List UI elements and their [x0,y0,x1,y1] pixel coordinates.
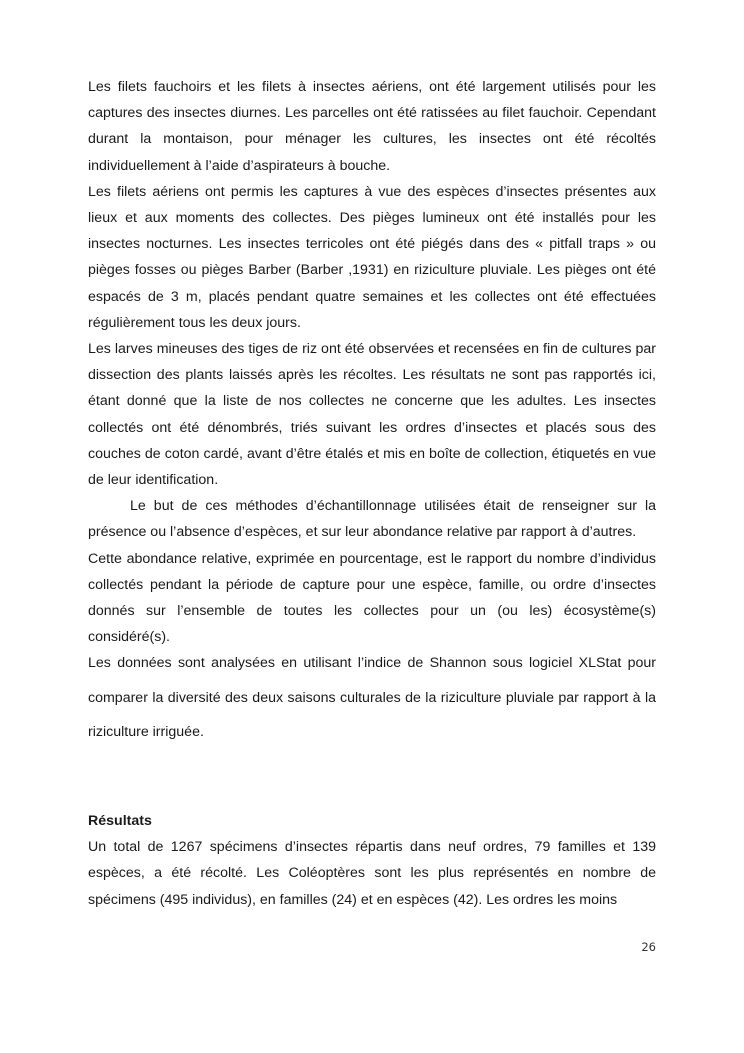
paragraph-traps: Les filets aériens ont permis les captures à vue des espèces d’insectes présentes aux lieux et aux moments des collectes. Des pièges lumineux ont été installés pour les insectes nocturnes. Les insectes terricoles ont été piégés dans des « pitfall traps » ou pièges fosses ou pièges Barber (Barber ,1931) en riziculture pluviale. Les pièges ont été espacés de 3 m, placés pendant quatre semaines et les collectes ont été effectuées régulièrement tous les deux jours. [88,183,656,331]
document-page [88,74,656,913]
paragraph-larvae: Les larves mineuses des tiges de riz ont été observées et recensées en fin de cultures par dissection des plants laissés après les récoltes. Les résultats ne sont pas rapportés ici, étant donné que la liste de nos collectes ne concerne que les adultes. Les insectes collectés ont été dénombrés, triés suivant les ordres d’insectes et placés sous des couches de coton cardé, avant d’être étalés et mis en boîte de collection, étiquetés en vue de leur identification. [88,341,656,489]
paragraph-nets: Les filets fauchoirs et les filets à insectes aériens, ont été largement utilisés pour les captures des insectes diurnes. Les parcelles ont été ratissées au filet fauchoir. Cependant durant la montaison, pour ménager les cultures, les insectes ont été récoltés individuellement à l’aide d’aspirateurs à bouche. [88,79,656,174]
page-number: 26 [641,940,656,954]
paragraph-abundance: Cette abondance relative, exprimée en pourcentage, est le rapport du nombre d’individus collectés pendant la période de capture pour une espèce, famille, ou ordre d’insectes donnés sur l’ensemble de toutes les collectes pour un (ou les) écosystème(s) considéré(s). [88,550,656,646]
results-paragraph: Un total de 1267 spécimens d’insectes répartis dans neuf ordres, 79 familles et 139 espèces, a été récolté. Les Coléoptères sont les plus représentés en nombre de spécimens (495 individus), en familles (24) et en espèces (42). Les ordres les moins [88,839,656,908]
results-heading: Résultats [88,812,152,829]
paragraph-purpose: Le but de ces méthodes d’échantillonnage utilisées était de renseigner sur la présence ou l’absence d’espèces, et sur leur abondance relative par rapport à d’autres. [88,498,656,541]
paragraph-analysis: Les données sont analysées en utilisant l’indice de Shannon sous logiciel XLStat pour comparer la diversité des deux saisons culturales de la riziculture pluviale par rapport à la riziculture irriguée. [88,655,656,741]
section-spacer [88,750,656,808]
